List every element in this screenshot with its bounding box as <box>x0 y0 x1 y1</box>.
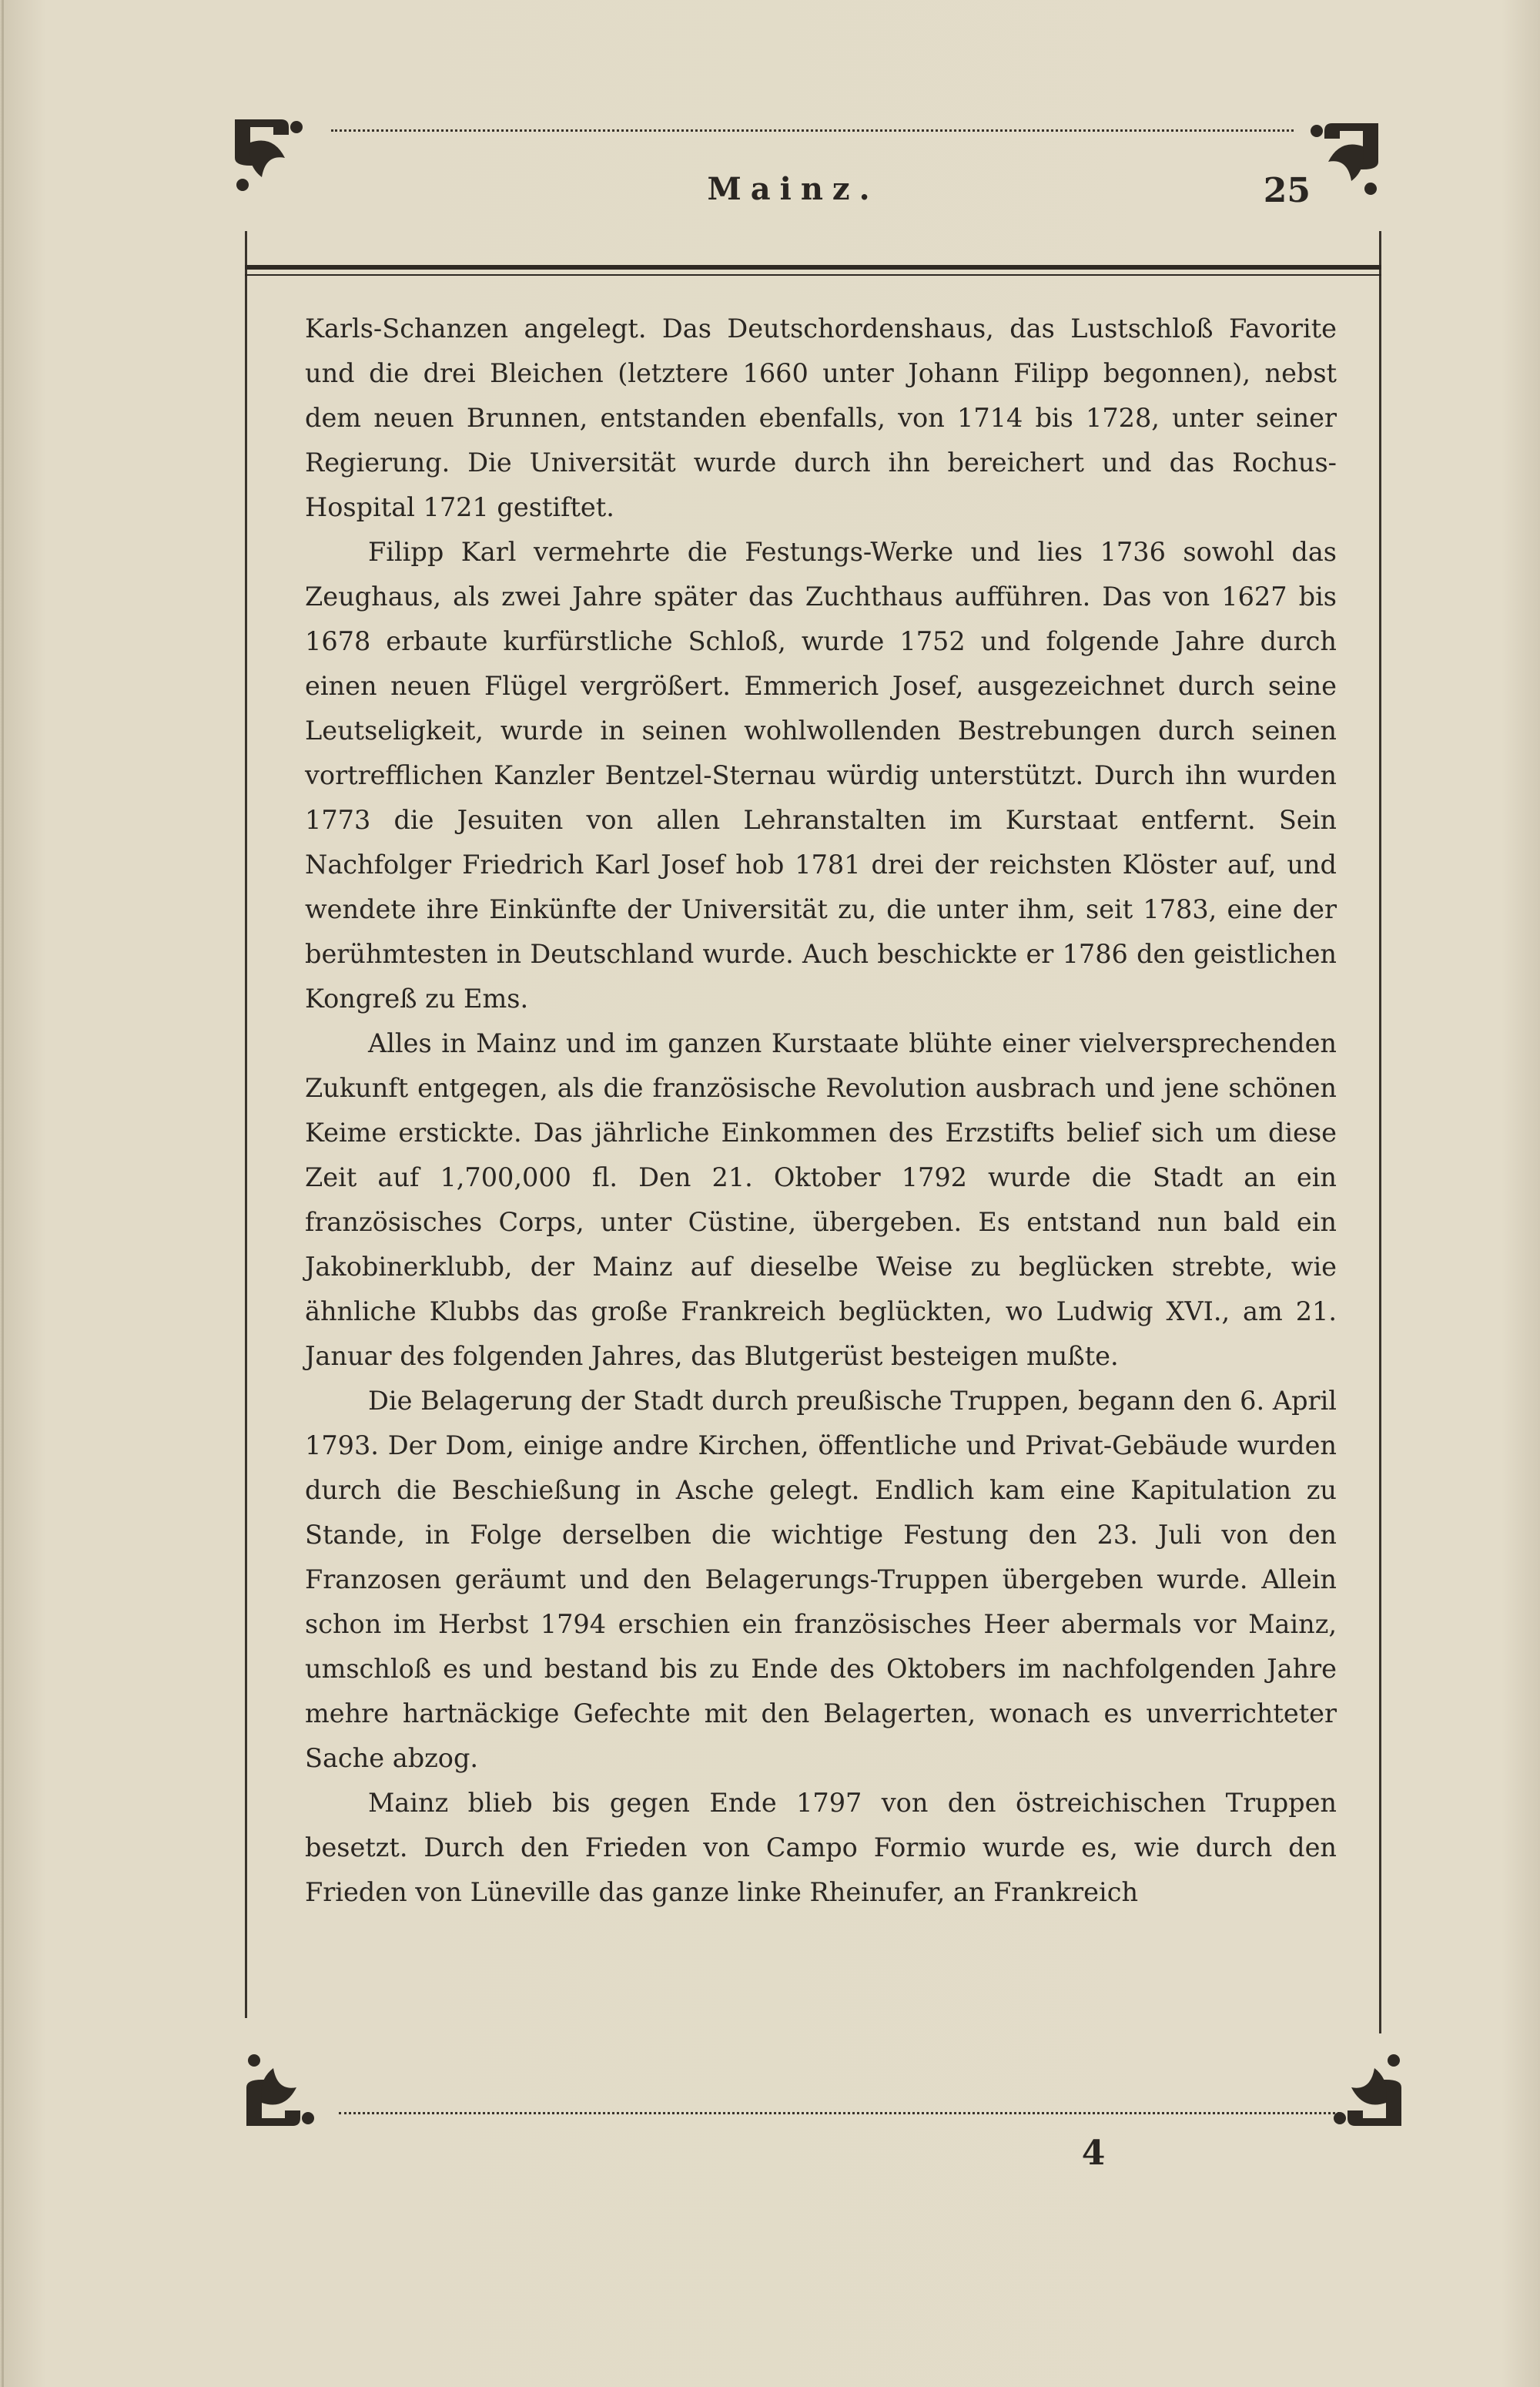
body-text <box>305 307 1337 1915</box>
paragraph-4: Die Belagerung der Stadt durch preußische Truppen, begann den 6. April 1793. Der Dom, einige andre Kirchen, öffentliche und Privat-Gebäude wurden durch die Beschießung in Asche gelegt. Endlich kam eine Kapitulation zu Stande, in Folge derselben die wichtige Festung den 23. Juli von den Franzosen geräumt und den Belagerungs-Truppen übergeben wurde. Allein schon im Herbst 1794 erschien ein französisches Heer abermals vor Mainz, umschloß es und bestand bis zu Ende des Oktobers im nachfolgenden Jahre mehre hartnäckige Gefechte mit den Belagerten, wonach es unverrichteter Sache abzog. <box>305 1386 1337 1773</box>
paragraph-2: Filipp Karl vermehrte die Festungs-Werke und lies 1736 sowohl das Zeughaus, als zwei Jahre später das Zuchthaus aufführen. Das von 1627 bis 1678 erbaute kurfürstliche Schloß, wurde 1752 und folgende Jahre durch einen neuen Flügel vergrößert. Emmerich Josef, ausgezeichnet durch seine Leutseligkeit, wurde in seinen wohlwollenden Bestrebungen durch seinen vortrefflichen Kanzler Bentzel-Sternau würdig unterstützt. Durch ihn wurden 1773 die Jesuiten von allen Lehranstalten im Kurstaat entfernt. Sein Nachfolger Friedrich Karl Josef hob 1781 drei der reichsten Klöster auf, und wendete ihre Einkünfte der Universität zu, die unter ihm, seit 1783, eine der berühmtesten in Deutschland wurde. Auch beschickte er 1786 den geistlichen Kongreß zu Ems. <box>305 537 1337 1014</box>
bottom-left-corner-ornament <box>239 2033 339 2134</box>
top-left-corner-ornament <box>227 112 327 212</box>
paragraph-3: Alles in Mainz und im ganzen Kurstaate blühte einer vielversprechenden Zukunft entgegen, als die französische Revolution ausbrach und jene schönen Keime erstickte. Das jährliche Einkommen des Erzstifts belief sich um diese Zeit auf 1,700,000 fl. Den 21. Oktober 1792 wurde die Stadt an ein französisches Corps, unter Cüstine, übergeben. Es entstand nun bald ein Jakobinerklubb, der Mainz auf dieselbe Weise zu beglücken strebte, wie ähnliche Klubbs das große Frankreich beglückten, wo Ludwig XVI., am 21. Januar des folgenden Jahres, das Blutgerüst besteigen mußte. <box>305 1028 1337 1371</box>
page-gutter-edge <box>2 0 4 2387</box>
frame-left-line <box>245 231 247 2018</box>
paragraph-5: Mainz blieb bis gegen Ende 1797 von den östreichischen Truppen besetzt. Durch den Frieden von Campo Formio wurde es, wie durch den Frieden von Lüneville das ganze linke Rheinufer, an Frankreich <box>305 1788 1337 1907</box>
paragraph-1: Karls-Schanzen angelegt. Das Deutschordenshaus, das Lustschloß Favorite und die drei Bleichen (letztere 1660 unter Johann Filipp begonnen), nebst dem neuen Brunnen, entstanden ebenfalls, von 1714 bis 1728, unter seiner Regierung. Die Universität wurde durch ihn bereichert und das Rochus-Hospital 1721 gestiftet. <box>305 313 1337 522</box>
header-rule-thin <box>245 274 1381 276</box>
frame-top-dotted-line <box>331 129 1294 132</box>
frame-bottom-dotted-line <box>339 2112 1340 2114</box>
page-number: 25 <box>1263 171 1311 210</box>
frame-right-line <box>1379 231 1381 2033</box>
bottom-right-corner-ornament <box>1309 2033 1409 2134</box>
signature-mark: 4 <box>1081 2134 1106 2173</box>
header-rule-thick <box>245 265 1381 270</box>
running-header-title: Mainz. <box>707 171 879 207</box>
